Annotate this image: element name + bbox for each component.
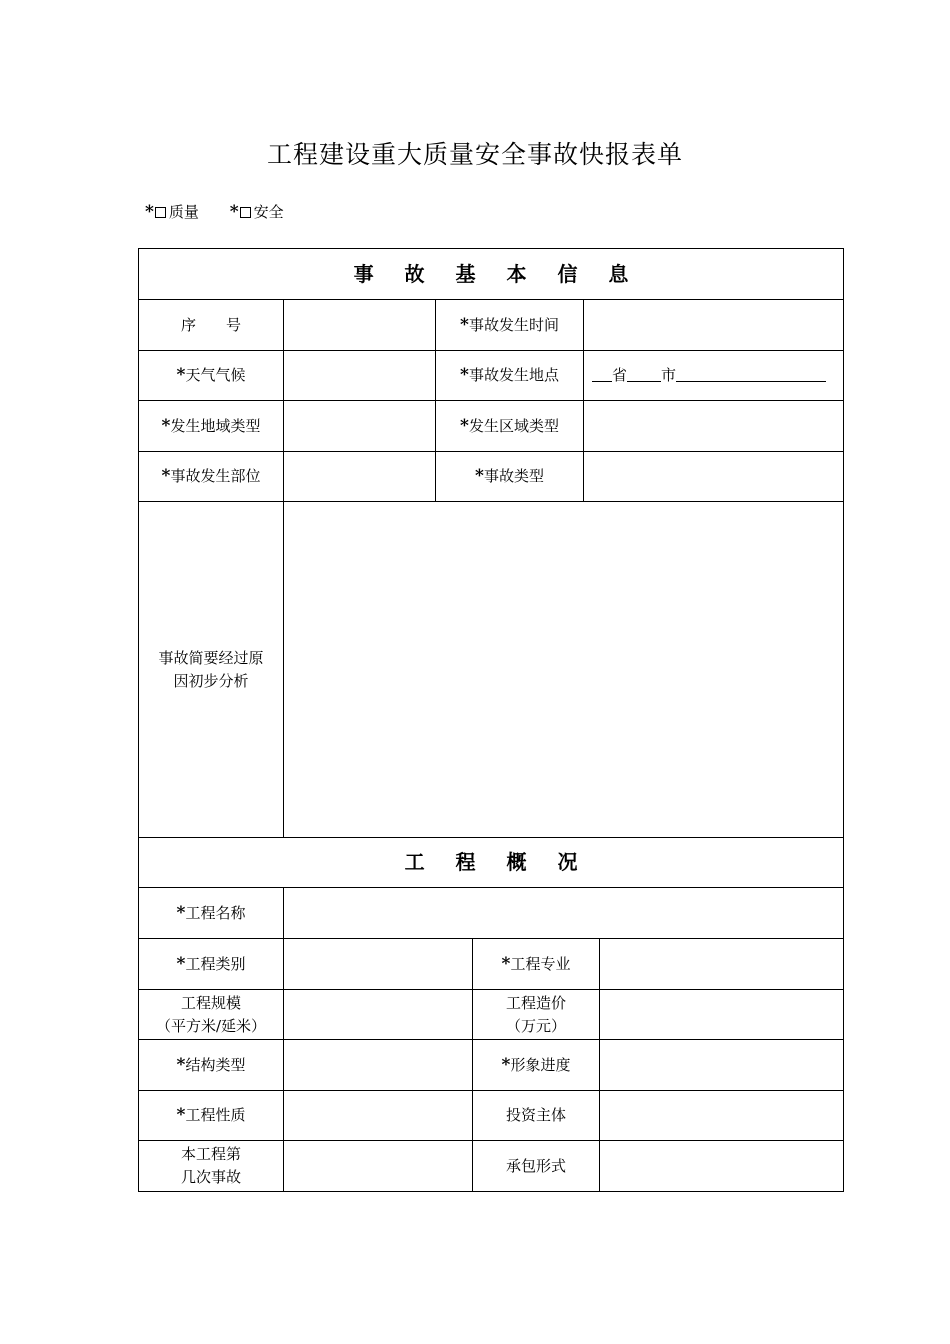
weather-field[interactable] (284, 351, 436, 401)
section-header-basic: 事 故 基 本 信 息 (139, 249, 844, 300)
project-name-field[interactable] (284, 888, 844, 939)
label-cell: *天气气候 (139, 351, 284, 401)
accident-count-field[interactable] (284, 1141, 473, 1192)
progress-field[interactable] (600, 1040, 844, 1091)
investor-field[interactable] (600, 1091, 844, 1141)
quality-label: 质量 (168, 203, 199, 221)
checkbox-icon[interactable] (240, 207, 251, 218)
required-mark: * (145, 202, 154, 222)
label-cell: *结构类型 (139, 1040, 284, 1091)
accident-location-field[interactable]: 省 市 (584, 351, 844, 401)
project-cost-field[interactable] (600, 990, 844, 1040)
project-scale-field[interactable] (284, 990, 473, 1040)
area-type-field[interactable] (584, 401, 844, 452)
checkbox-icon[interactable] (155, 207, 166, 218)
serial-number-field[interactable] (284, 300, 436, 351)
label-cell: 承包形式 (473, 1141, 600, 1192)
label-cell: 工程造价 （万元） (473, 990, 600, 1040)
label-cell: *发生地域类型 (139, 401, 284, 452)
label-cell: *事故发生地点 (436, 351, 584, 401)
contract-form-field[interactable] (600, 1141, 844, 1192)
structure-type-field[interactable] (284, 1040, 473, 1091)
page-title: 工程建设重大质量安全事故快报表单 (266, 140, 683, 169)
label-cell: *事故类型 (436, 452, 584, 502)
project-category-field[interactable] (284, 939, 473, 990)
label-cell: *事故发生部位 (139, 452, 284, 502)
safety-check[interactable] (230, 201, 284, 222)
accident-part-field[interactable] (284, 452, 436, 502)
region-type-field[interactable] (284, 401, 436, 452)
label-cell: *工程名称 (139, 888, 284, 939)
project-specialty-field[interactable] (600, 939, 844, 990)
label-cell: *工程类别 (139, 939, 284, 990)
report-form-table (138, 248, 844, 1192)
section-header-project: 工 程 概 况 (139, 838, 844, 888)
label-cell: *工程专业 (473, 939, 600, 990)
label-cell: *形象进度 (473, 1040, 600, 1091)
label-cell: 本工程第 几次事故 (139, 1141, 284, 1192)
accident-summary-field[interactable] (284, 502, 844, 838)
label-cell: 事故简要经过原 因初步分析 (139, 502, 284, 838)
required-mark: * (229, 202, 239, 222)
label-cell: *工程性质 (139, 1091, 284, 1141)
quality-check[interactable] (145, 201, 199, 222)
label-cell: 投资主体 (473, 1091, 600, 1141)
safety-label: 安全 (253, 203, 284, 221)
accident-type-field[interactable] (584, 452, 844, 502)
report-type-checks (145, 201, 310, 222)
label-cell: *事故发生时间 (436, 300, 584, 351)
accident-time-field[interactable] (584, 300, 844, 351)
label-cell: 工程规模 （平方米/延米） (139, 990, 284, 1040)
label-cell: 序 号 (139, 300, 284, 351)
label-cell: *发生区域类型 (436, 401, 584, 452)
project-nature-field[interactable] (284, 1091, 473, 1141)
